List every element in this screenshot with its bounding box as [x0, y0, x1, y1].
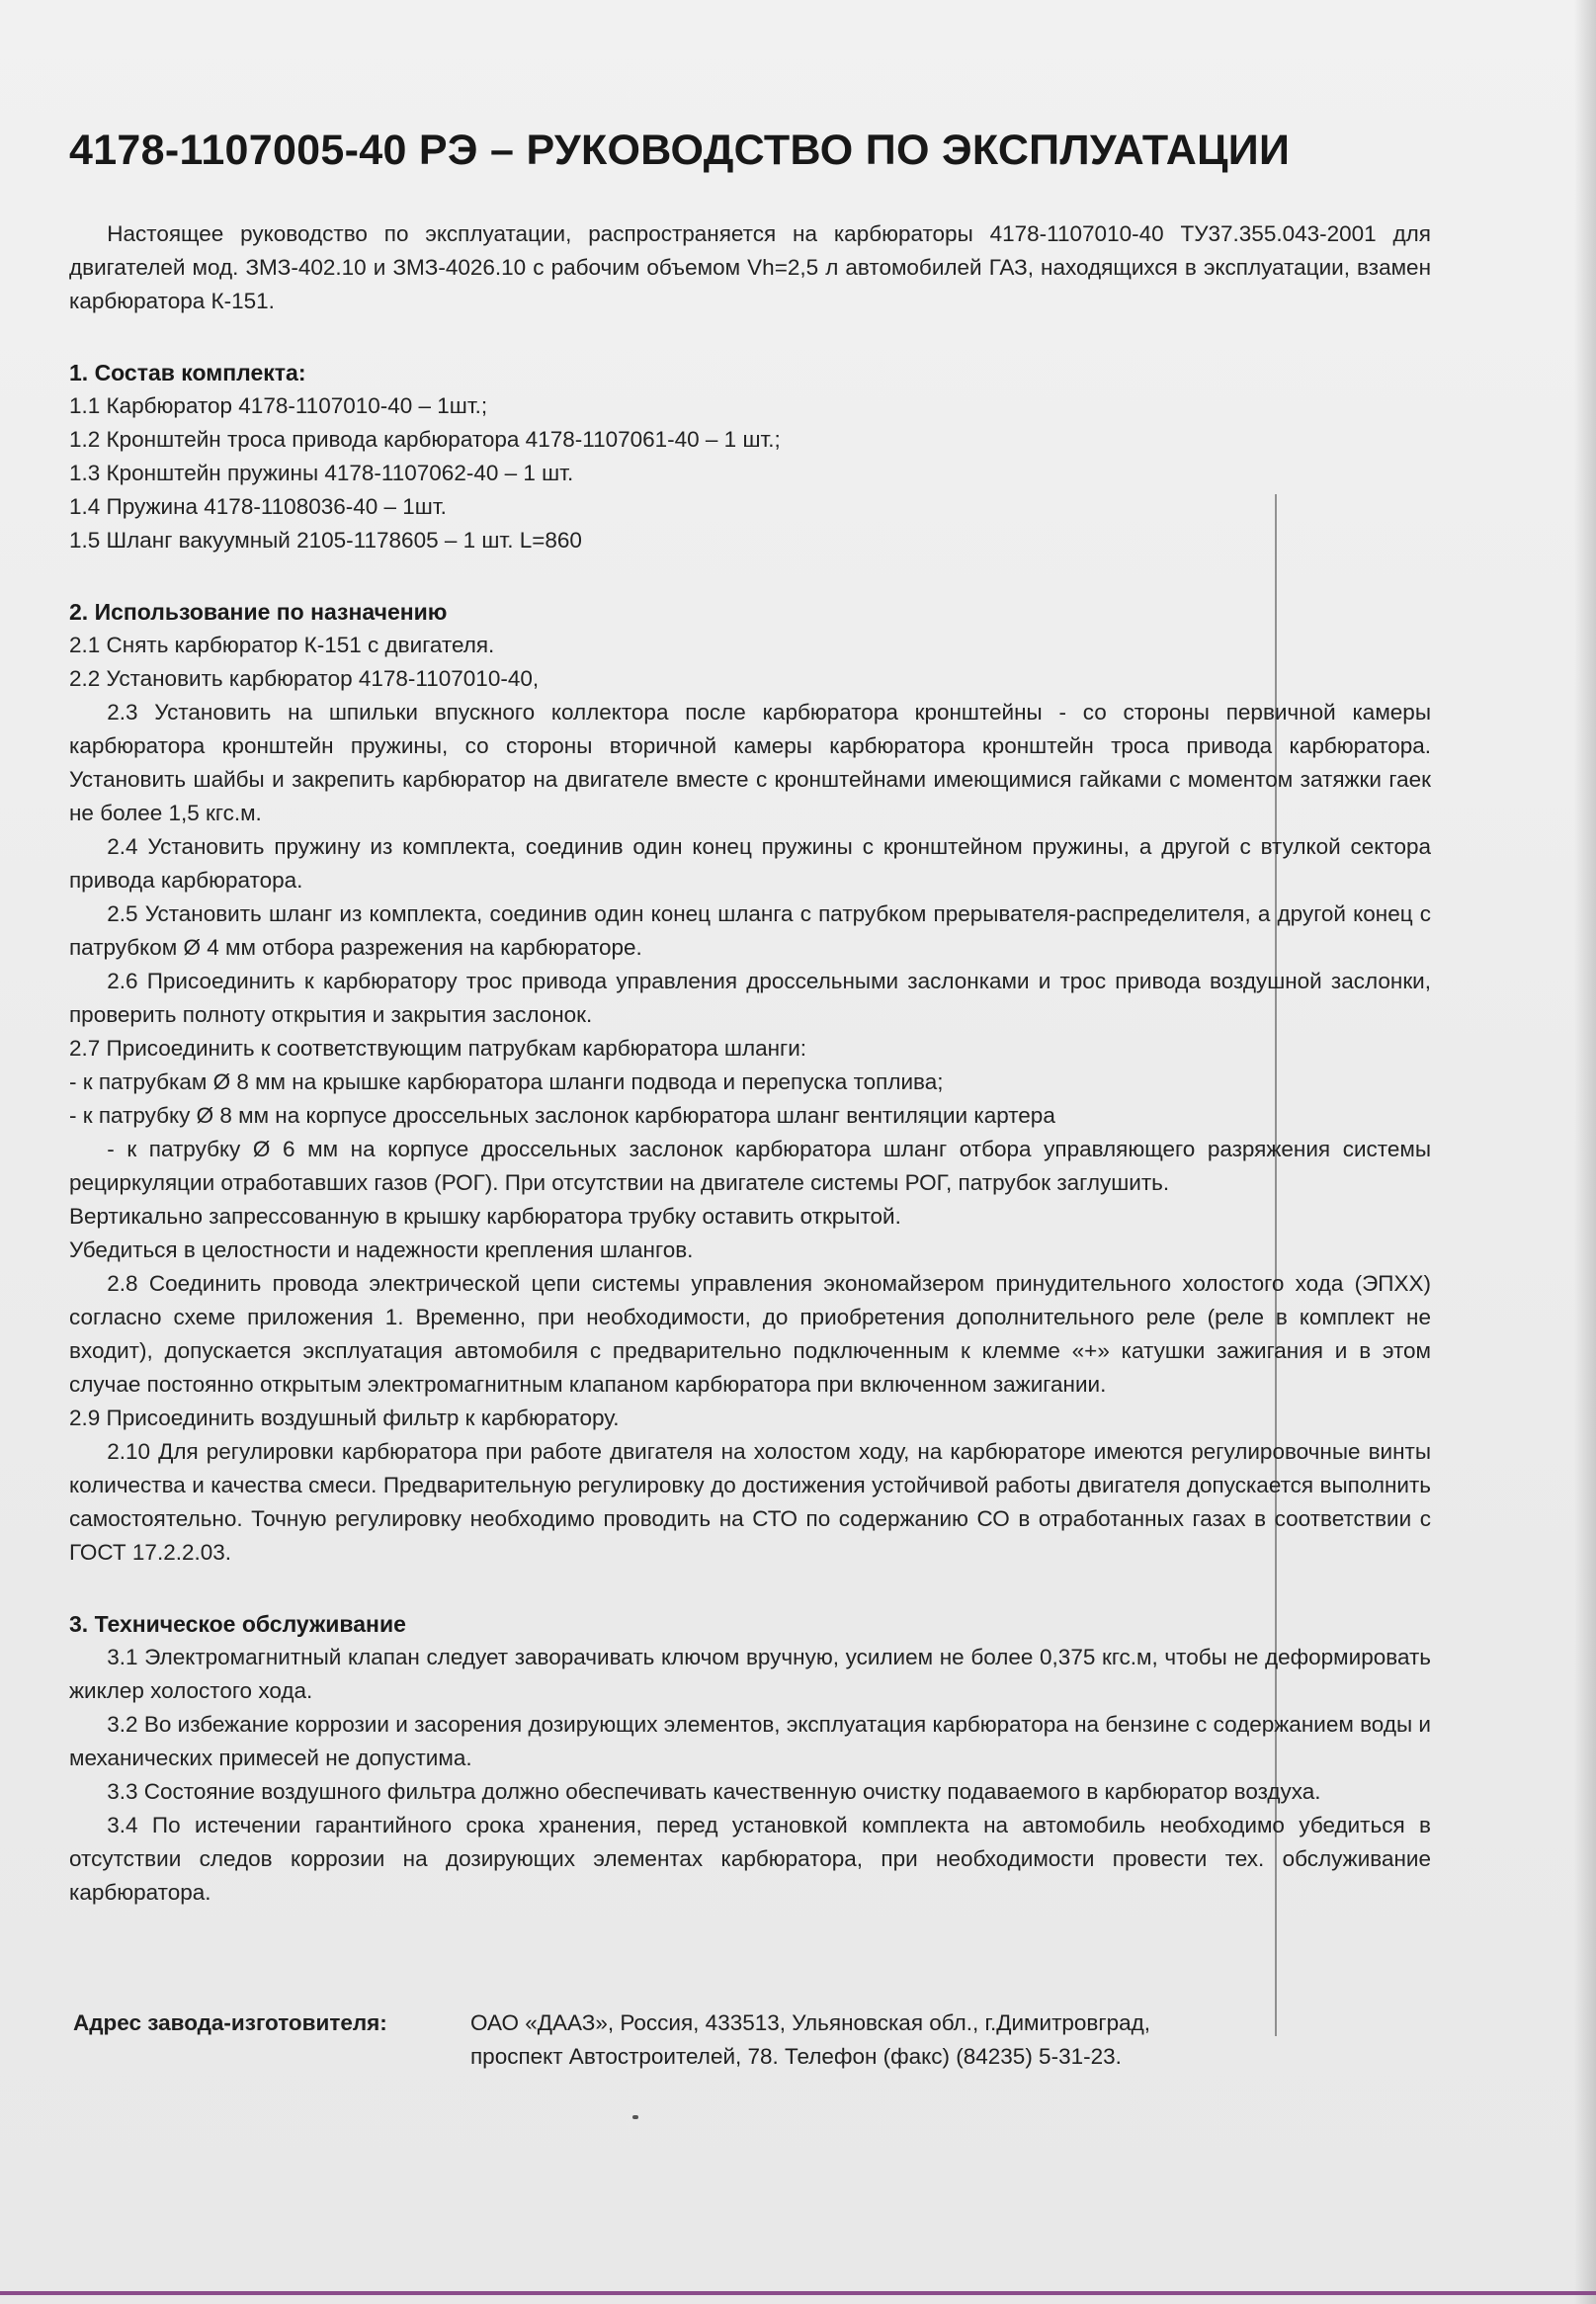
usage-paragraph: 2.6 Присоединить к карбюратору трос привода управления дроссельными заслонками и трос привода воздушной заслонки, проверить полноту открытия и закрытия заслонок.: [69, 969, 1431, 1027]
manufacturer-address: [73, 2006, 1358, 2074]
maintenance-paragraph: 3.3 Состояние воздушного фильтра должно обеспечивать качественную очистку подаваемого в карбюратор воздуха.: [107, 1779, 1321, 1804]
usage-paragraph: 2.3 Установить на шпильки впускного коллектора после карбюратора кронштейны - со стороны первичной камеры карбюратора кронштейн пружины, со стороны вторичной камеры карбюратора кронштейн троса привода карбюратора. Установить шайбы и закрепить карбюратор на двигателе вместе с кронштейнами имеющимися гайками с моментом затяжки гаек не более 1,5 кгс.м.: [69, 700, 1431, 825]
address-line-1: ОАО «ДААЗ», Россия, 433513, Ульяновская обл., г.Димитровград,: [470, 2010, 1150, 2035]
usage-paragraph: 2.9 Присоединить воздушный фильтр к карбюратору.: [69, 1406, 620, 1430]
document-title: 4178-1107005-40 РЭ – РУКОВОДСТВО ПО ЭКСПЛУАТАЦИИ: [69, 127, 1291, 174]
maintenance-paragraph: 3.4 По истечении гарантийного срока хранения, перед установкой комплекта на автомобиль необходимо убедиться в отсутствии следов коррозии на дозирующих элементах карбюратора, при необходимости провести тех. обслуживание карбюратора.: [69, 1813, 1431, 1905]
section-maintenance-heading: 3. Техническое обслуживание: [69, 1611, 406, 1637]
intro-paragraph: Настоящее руководство по эксплуатации, распространяется на карбюраторы 4178-1107010-40 ТУ37.355.043-2001 для двигателей мод. ЗМЗ-402.10 и ЗМЗ-4026.10 с рабочим объемом Vh=2,5 л автомобилей ГАЗ, находящихся в эксплуатации, взамен карбюратора К-151.: [69, 221, 1431, 313]
maintenance-paragraph: 3.1 Электромагнитный клапан следует заворачивать ключом вручную, усилием не более 0,375 кгс.м, чтобы не деформировать жиклер холостого хода.: [69, 1645, 1431, 1703]
bottom-edge-line: [0, 2291, 1596, 2295]
maintenance-paragraph: 3.2 Во избежание коррозии и засорения дозирующих элементов, эксплуатация карбюратора на бензине с содержанием воды и механических примесей не допустима.: [69, 1712, 1431, 1770]
usage-paragraph: 2.4 Установить пружину из комплекта, соединив один конец пружины с кронштейном пружины, а другой с втулкой сектора привода карбюратора.: [69, 834, 1431, 893]
section-maintenance: [69, 1607, 1431, 1910]
kit-item: 1.3 Кронштейн пружины 4178-1107062-40 – 1 шт.: [69, 461, 574, 485]
scan-speck: [632, 2115, 638, 2119]
kit-item: 1.4 Пружина 4178-1108036-40 – 1шт.: [69, 494, 447, 519]
usage-paragraph: 2.5 Установить шланг из комплекта, соединив один конец шланга с патрубком прерывателя-распределителя, а другой конец с патрубком Ø 4 мм отбора разрежения на карбюраторе.: [69, 901, 1431, 960]
hose-item: - к патрубку Ø 8 мм на корпусе дроссельных заслонок карбюратора шланг вентиляции картера: [69, 1103, 1055, 1128]
section-usage-heading: 2. Использование по назначению: [69, 599, 448, 625]
hose-item: - к патрубкам Ø 8 мм на крышке карбюратора шланги подвода и перепуска топлива;: [69, 1069, 944, 1094]
section-kit-heading: 1. Состав комплекта:: [69, 360, 306, 385]
kit-item: 1.1 Карбюратор 4178-1107010-40 – 1шт.;: [69, 393, 488, 418]
usage-note: Убедиться в целостности и надежности крепления шлангов.: [69, 1237, 694, 1262]
usage-paragraph: 2.10 Для регулировки карбюратора при работе двигателя на холостом ходу, на карбюраторе имеются регулировочные винты количества и качества смеси. Предварительную регулировку до достижения устойчивой работы двигателя допускается выполнить самостоятельно. Точную регулировку необходимо проводить на СТО по содержанию СО в отработанных газах в соответствии с ГОСТ 17.2.2.03.: [69, 1439, 1431, 1565]
address-line-2: проспект Автостроителей, 78. Телефон (факс) (84235) 5-31-23.: [470, 2044, 1122, 2069]
usage-paragraph: 2.2 Установить карбюратор 4178-1107010-40,: [69, 666, 540, 691]
section-kit: [69, 356, 1431, 557]
usage-paragraph: 2.8 Соединить провода электрической цепи системы управления экономайзером принудительного холостого хода (ЭПХХ) согласно схеме приложения 1. Временно, при необходимости, до приобретения дополнительного реле (реле в комплект не входит), допускается эксплуатация автомобиля с предварительно подключенным к клемме «+» катушки зажигания и в этом случае постоянно открытым электромагнитным клапаном карбюратора при включенном зажигании.: [69, 1271, 1431, 1397]
hose-item: - к патрубку Ø 6 мм на корпусе дроссельных заслонок карбюратора шланг отбора управляющего разряжения системы рециркуляции отработавших газов (РОГ). При отсутствии на двигателе системы РОГ, патрубок заглушить.: [69, 1137, 1431, 1195]
usage-note: Вертикально запрессованную в крышку карбюратора трубку оставить открытой.: [69, 1204, 901, 1229]
usage-paragraph: 2.7 Присоединить к соответствующим патрубкам карбюратора шланги:: [69, 1036, 807, 1061]
kit-item: 1.2 Кронштейн троса привода карбюратора 4178-1107061-40 – 1 шт.;: [69, 427, 781, 452]
kit-item: 1.5 Шланг вакуумный 2105-1178605 – 1 шт. L=860: [69, 528, 582, 553]
section-usage: [69, 595, 1431, 1570]
page-edge-shadow: [1574, 0, 1596, 2304]
document-body: [69, 217, 1431, 1910]
address-label: Адрес завода-изготовителя:: [73, 2010, 387, 2035]
usage-paragraph: 2.1 Снять карбюратор К-151 с двигателя.: [69, 633, 495, 657]
